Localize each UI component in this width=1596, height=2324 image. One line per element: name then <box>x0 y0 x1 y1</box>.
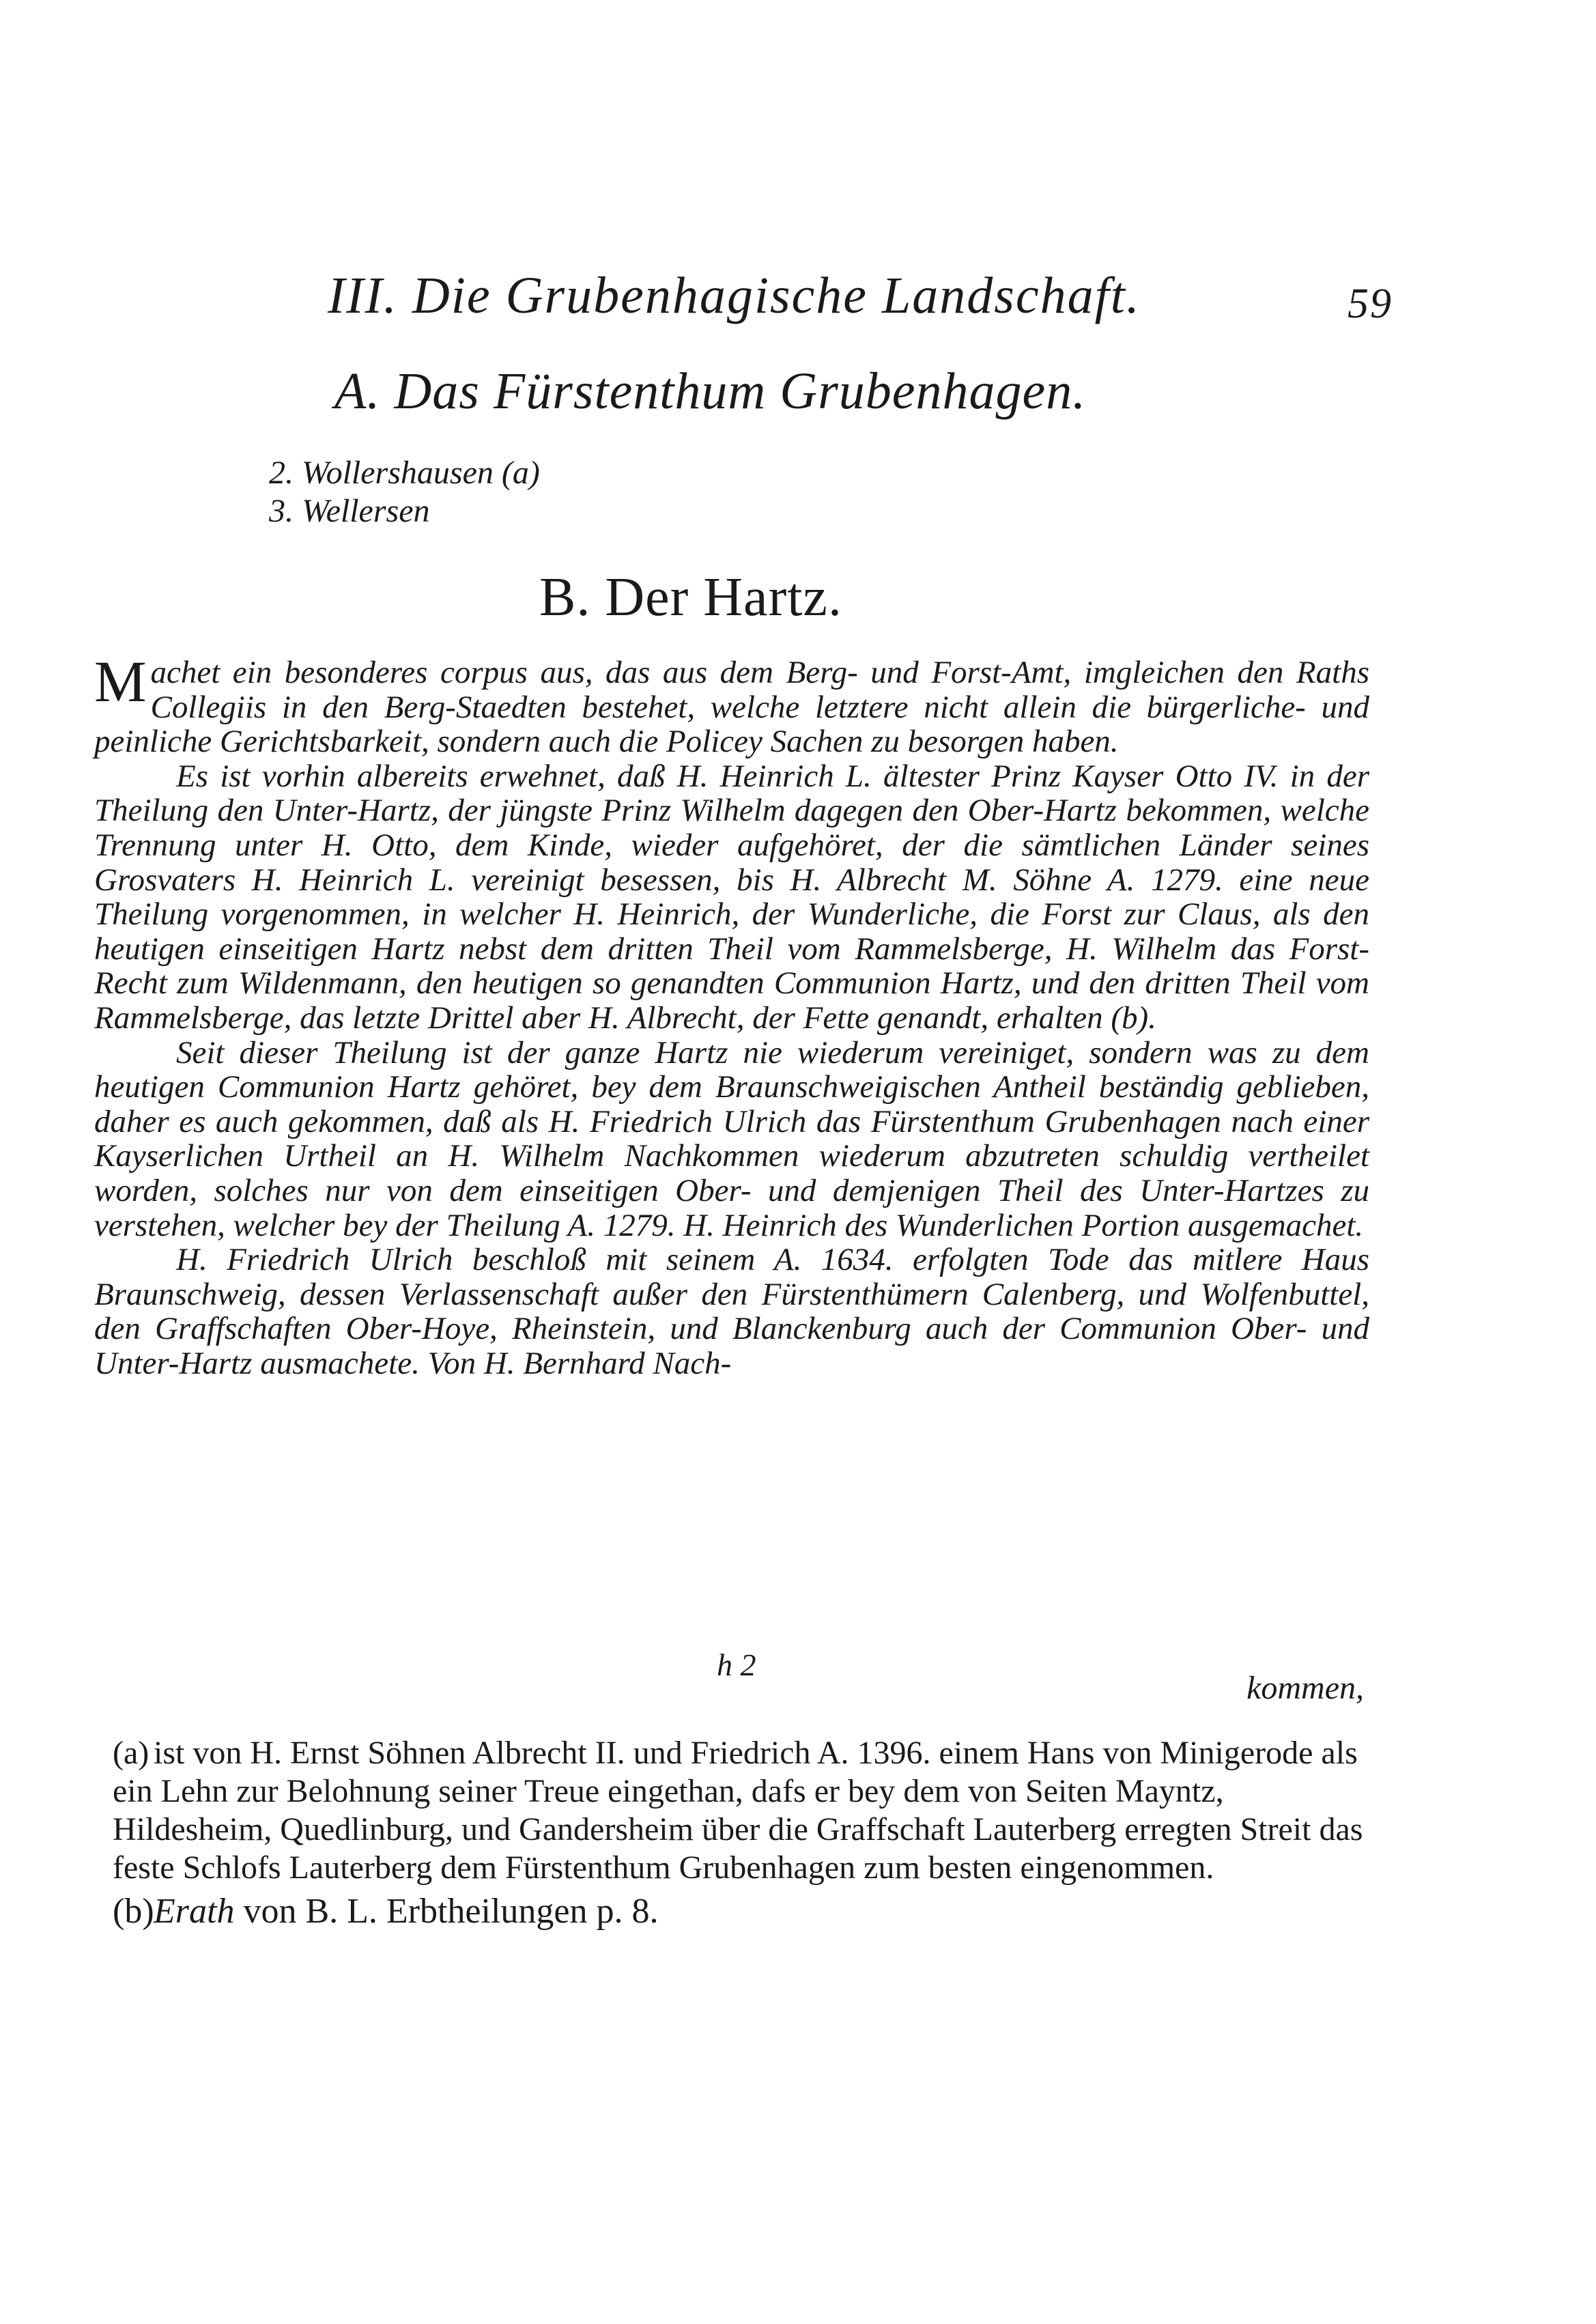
running-title: III. Die Grubenhagische Landschaft. <box>328 267 1141 324</box>
footnote-b-label: (b) <box>113 1892 154 1931</box>
list-item-text: Wollershausen (a) <box>302 455 540 491</box>
drop-cap: M <box>94 649 147 714</box>
body-text <box>94 649 1369 1381</box>
list-item-number: 3. <box>269 493 294 529</box>
footnote-b-author: Erath <box>154 1892 235 1931</box>
list-item-number: 2. <box>269 455 294 491</box>
paragraph-1 <box>94 649 1369 760</box>
footnotes <box>113 1734 1369 1931</box>
paragraph-4: H. Friedrich Ulrich beschloß mit seinem A. 1634. erfolgten Tode das mitlere Haus Braunschweig, dessen Verlassenschaft außer den Fürstenthümern Calenberg, und Wolfenbuttel, den Graffschaften Ober-Hoye, Rheinstein, und Blanckenburg auch der Communion Ober- und Unter-Hartz ausmachete. Von H. Bernhard Nach- <box>94 1242 1369 1381</box>
paragraph-3: Seit dieser Theilung ist der ganze Hartz nie wiederum vereiniget, sondern was zu dem heutigen Communion Hartz gehöret, bey dem Braunschweigischen Antheil beständig geblieben, daher es auch gekommen, daß als H. Friedrich Ulrich das Fürstenthum Grubenhagen nach einer Kayserlichen Urtheil an H. Wilhelm Nachkommen wiederum abzutreten schuldig vertheilet worden, solches nur von dem einseitigen Ober- und demjenigen Theil des Unter-Hartzes zu verstehen, welcher bey der Theilung A. 1279. H. Heinrich des Wunderlichen Portion ausgemachet. <box>94 1034 1369 1243</box>
footnote-a <box>113 1734 1369 1887</box>
section-b-heading: B. Der Hartz. <box>539 567 842 627</box>
signature-mark: h 2 <box>717 1647 756 1682</box>
footnote-a-text: ist von H. Ernst Söhnen Albrecht II. und Friedrich A. 1396. einem Hans von Minigerode als ein Lehn zur Belohnung seiner Treue eingethan, dafs er bey dem von Seiten Mayntz, Hildesheim, Quedlinburg, und Gandersheim über die Graffschaft Lauterberg erregten Streit das feste Schlofs Lauterberg dem Fürstenthum Grubenhagen zum besten eingenommen. <box>113 1735 1363 1886</box>
footnote-b-text: von B. L. Erbtheilungen p. 8. <box>243 1892 659 1931</box>
list-item <box>253 492 540 530</box>
catchword: kommen, <box>1246 1670 1364 1706</box>
footnote-b <box>113 1893 1369 1931</box>
section-a-heading: A. Das Fürstenthum Grubenhagen. <box>334 363 1087 420</box>
running-head <box>328 266 1393 326</box>
paragraph-1-text: achet ein besonderes corpus aus, das aus dem Berg- und Forst-Amt, imgleichen den Raths Collegiis in den Berg-Staedten bestehet, welche letztere nicht allein die bürgerliche- und peinliche Gerichtsbarkeit, sondern auch die Policey Sachen zu besorgen haben. <box>94 655 1369 760</box>
paragraph-2: Es ist vorhin albereits erwehnet, daß H. Heinrich L. ältester Prinz Kayser Otto IV. in der Theilung den Unter-Hartz, der jüngste Prinz Wilhelm dagegen den Ober-Hartz bekommen, welche Trennung unter H. Otto, dem Kinde, wieder aufgehöret, der die sämtlichen Länder seines Grosvaters H. Heinrich L. vereinigt besessen, bis H. Albrecht M. Söhne A. 1279. eine neue Theilung vorgenommen, in welcher H. Heinrich, der Wunderliche, die Forst zur Claus, als den heutigen einseitigen Hartz nebst dem dritten Theil vom Rammelsberge, H. Wilhelm das Forst-Recht zum Wildenmann, den heutigen so genandten Communion Hartz, und den dritten Theil vom Rammelsberge, das letzte Drittel aber H. Albrecht, der Fette genandt, erhalten (b). <box>94 758 1369 1036</box>
page-number: 59 <box>1348 281 1393 327</box>
footnote-a-label: (a) <box>113 1735 149 1771</box>
list-item <box>253 454 540 492</box>
sub-list <box>253 454 540 530</box>
list-item-text: Wellersen <box>302 493 430 529</box>
